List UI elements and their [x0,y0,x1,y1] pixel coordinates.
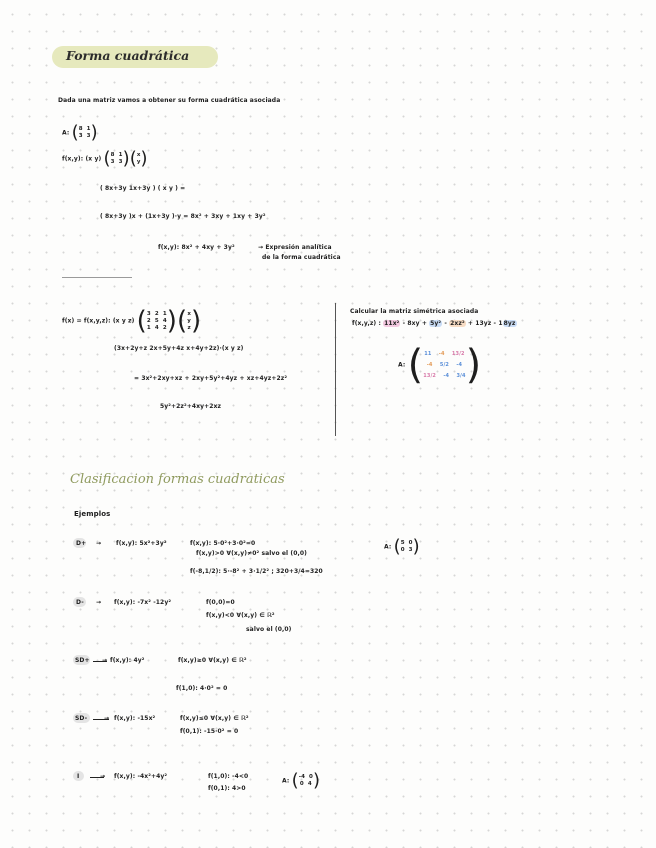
badge-sd-plus: SD+ [75,657,90,664]
expr-i: f(x,y): -4x²+4y² [114,773,168,780]
expr-d-minus: f(x,y): -7x² -12y² [114,599,172,606]
badge-d-minus: D- [76,599,84,606]
arrow-icon: → [102,657,108,664]
example3-expression: f(x,y,z) : 11x² - 8xy + 5y² - 2xz² + 13yz - 18yz [352,320,516,327]
note-sd-minus-2: f(0,1): -15·0² = 0 [180,728,239,735]
example1-step2: ( 8x+3y )x + (1x+3y )·y = 8x² + 3xy + 1xy + 3y² [100,213,266,220]
note-d-plus-2: f(x,y)>0 ∀(x,y)≠0² salvo el (0,0) [196,550,307,557]
example2-matrix: 3 2 1 2 5 4 1 4 2 [146,310,167,331]
example2-definition: f(x) = f(x,y,z): (x y z) ( 3 2 1 2 5 4 1 4 2 )( x y z ) [62,306,202,336]
intro-text: Dada una matriz vamos a obtener su forma cuadrática asociada [58,97,281,104]
note-d-minus-2: f(x,y)<0 ∀(x,y) ∈ ℝ² [206,612,275,619]
badge-d-plus: D+ [76,540,87,547]
note-d-plus-3: f(-8,1/2): 5·-8² + 3·1/2² ; 320+3/4=320 [190,568,323,575]
note-sd-plus-2: f(1,0): 4·0² = 0 [176,685,228,692]
example1-step1: ( 8x+3y 1x+3y ) ( x y ) = [100,185,186,192]
section-divider [62,277,132,278]
example1-result-note-1: → Expresión analítica [258,244,332,251]
note-i-1: f(1,0): -4<0 [208,773,249,780]
example2-step3: 5y²+2z²+4xy+2xz [160,403,222,410]
note-i-2: f(0,1): 4>0 [208,785,246,792]
note-d-plus-1: f(x,y): 5·0²+3·0²=0 [190,540,256,547]
note-d-minus-3: salvo el (0,0) [246,626,292,633]
example3-matrix-block: A: ( 11 -4 13/2 -4 5/2 -4 13/2 -4 3/4 ) [398,342,482,388]
example1-f-definition: f(x,y): (x y) ( 8 1 3 3 )( x y ) [62,148,148,169]
arrow-icon: → [96,540,102,547]
example1-matrix-a: A: ( 8 1 3 3 ) [62,122,98,143]
section2-title: Clasificacion formas cuadraticas [70,472,285,487]
arrow-icon: → [104,715,110,722]
expr-sd-minus: f(x,y): -15x² [114,715,156,722]
note-sd-plus-1: f(x,y)≥0 ∀(x,y) ∈ ℝ² [178,657,247,664]
arrow-icon: → [100,773,106,780]
f-column: x y [136,152,141,165]
badge-i: I [77,773,80,780]
example2-step1: (3x+2y+z 2x+5y+4z x+4y+2z)·(x y z) [114,345,244,352]
example2-step2: = 3x²+2xy+xz + 2xy+5y²+4yz + xz+4yz+2z² [134,375,288,382]
matrix-d-plus: A: ( 5 0 0 3 ) [384,536,420,557]
matrix-a-label: A: [62,129,70,137]
example1-result: f(x,y): 8x² + 4xy + 3y² [158,244,235,251]
example3-heading: Calcular la matriz simétrica asociada [350,308,479,315]
ejemplos-label: Ejemplos [74,510,111,518]
column-divider [335,303,336,436]
expr-sd-plus: f(x,y): 4y² [110,657,145,664]
note-d-minus-1: f(0,0)=0 [206,599,235,606]
page-title: Forma cuadrática [66,48,190,63]
example2-column: x y z [187,310,191,331]
example1-result-note-2: de la forma cuadrática [262,254,341,261]
badge-sd-minus: SD- [75,715,88,722]
matrix-a: 8 1 3 3 [78,126,91,139]
arrow-icon: → [96,599,102,606]
expr-d-plus: f(x,y): 5x²+3y² [116,540,167,547]
f-matrix: 8 1 3 3 [110,152,123,165]
note-sd-minus-1: f(x,y)≤0 ∀(x,y) ∈ ℝ² [180,715,249,722]
matrix-i: A: ( -4 0 0 4 ) [282,770,321,791]
example3-matrix: 11 -4 13/2 -4 5/2 -4 13/2 -4 3/4 [423,350,466,379]
